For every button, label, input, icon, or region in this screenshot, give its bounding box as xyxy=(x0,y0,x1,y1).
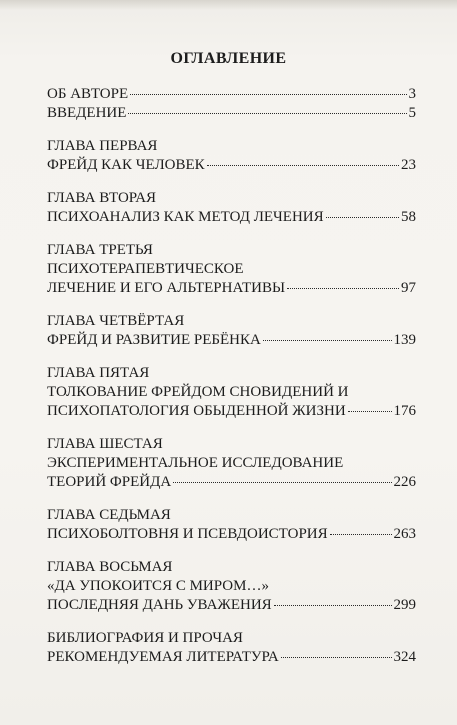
page-number: 5 xyxy=(408,105,416,121)
dot-leader xyxy=(128,113,406,114)
toc-line xyxy=(47,558,416,577)
toc-entry[interactable] xyxy=(47,364,416,421)
page-number: 97 xyxy=(401,280,416,296)
dot-leader xyxy=(130,94,406,95)
dot-leader xyxy=(207,165,399,166)
toc-line-text: ТОЛКОВАНИЕ ФРЕЙДОМ СНОВИДЕНИЙ И xyxy=(47,384,349,400)
dot-leader xyxy=(274,605,392,606)
entry-spacer xyxy=(47,544,416,558)
toc-line-text: ГЛАВА ВТОРАЯ xyxy=(47,190,157,206)
dot-leader xyxy=(348,411,392,412)
dot-leader xyxy=(281,657,392,658)
toc-line-text: БИБЛИОГРАФИЯ И ПРОЧАЯ xyxy=(47,630,243,646)
toc-line xyxy=(47,189,416,208)
toc-line xyxy=(47,577,416,596)
toc-line xyxy=(47,137,416,156)
entry-spacer xyxy=(47,350,416,364)
toc-line-text: ФРЕЙД КАК ЧЕЛОВЕК xyxy=(47,157,205,173)
dot-leader xyxy=(330,534,392,535)
toc-line xyxy=(47,629,416,648)
page-number: 139 xyxy=(393,332,416,348)
page-number: 3 xyxy=(408,86,416,102)
toc-line xyxy=(47,312,416,331)
toc-line xyxy=(47,383,416,402)
toc-line-with-page xyxy=(47,331,416,350)
page-number: 324 xyxy=(393,649,416,665)
toc-line-text: ГЛАВА ЧЕТВЁРТАЯ xyxy=(47,313,185,329)
page-number: 263 xyxy=(393,526,416,542)
toc-line-text: ПСИХОПАТОЛОГИЯ ОБЫДЕННОЙ ЖИЗНИ xyxy=(47,403,346,419)
toc-line-text: ФРЕЙД И РАЗВИТИЕ РЕБЁНКА xyxy=(47,332,261,348)
toc-line-text: ЛЕЧЕНИЕ И ЕГО АЛЬТЕРНАТИВЫ xyxy=(47,280,286,296)
toc-entry[interactable] xyxy=(47,137,416,175)
toc-line xyxy=(47,260,416,279)
toc-line-with-page xyxy=(47,402,416,421)
toc-line-with-page xyxy=(47,104,416,123)
toc-line-text: ОБ АВТОРЕ xyxy=(47,86,129,102)
dot-leader xyxy=(326,217,399,218)
toc-line xyxy=(47,454,416,473)
toc-line xyxy=(47,364,416,383)
toc-entry[interactable] xyxy=(47,435,416,492)
page-number: 226 xyxy=(393,474,416,490)
toc-line-text: ПСИХОТЕРАПЕВТИЧЕСКОЕ xyxy=(47,261,244,277)
toc-line-text: ЭКСПЕРИМЕНТАЛЬНОЕ ИССЛЕДОВАНИЕ xyxy=(47,455,344,471)
page-number: 23 xyxy=(401,157,416,173)
toc-line-text: ПСИХОАНАЛИЗ КАК МЕТОД ЛЕЧЕНИЯ xyxy=(47,209,324,225)
table-of-contents xyxy=(47,85,416,667)
dot-leader xyxy=(173,482,391,483)
page-number: 176 xyxy=(393,403,416,419)
toc-line-with-page xyxy=(47,473,416,492)
toc-entry[interactable] xyxy=(47,506,416,544)
entry-spacer xyxy=(47,492,416,506)
toc-line-text: «ДА УПОКОИТСЯ С МИРОМ…» xyxy=(47,578,269,594)
dot-leader xyxy=(263,340,392,341)
toc-entry[interactable] xyxy=(47,189,416,227)
toc-line-text: ГЛАВА ПЕРВАЯ xyxy=(47,138,158,154)
toc-line-text: ГЛАВА ВОСЬМАЯ xyxy=(47,559,173,575)
toc-line xyxy=(47,506,416,525)
toc-line-text: ГЛАВА ШЕСТАЯ xyxy=(47,436,163,452)
page-top-edge xyxy=(0,0,457,10)
toc-line-with-page xyxy=(47,208,416,227)
toc-line-with-page xyxy=(47,156,416,175)
toc-entry[interactable] xyxy=(47,629,416,667)
entry-spacer xyxy=(47,175,416,189)
toc-entry[interactable] xyxy=(47,558,416,615)
toc-line-with-page xyxy=(47,648,416,667)
toc-line xyxy=(47,435,416,454)
toc-entry[interactable] xyxy=(47,85,416,104)
toc-line-text: ТЕОРИЙ ФРЕЙДА xyxy=(47,474,172,490)
toc-line-text: ВВЕДЕНИЕ xyxy=(47,105,127,121)
entry-spacer xyxy=(47,615,416,629)
toc-line-with-page xyxy=(47,279,416,298)
toc-entry[interactable] xyxy=(47,312,416,350)
toc-entry[interactable] xyxy=(47,104,416,123)
page-number: 58 xyxy=(401,209,416,225)
toc-line-with-page xyxy=(47,596,416,615)
entry-spacer xyxy=(47,123,416,137)
entry-spacer xyxy=(47,227,416,241)
toc-line-text: РЕКОМЕНДУЕМАЯ ЛИТЕРАТУРА xyxy=(47,649,279,665)
toc-line-text: ПОСЛЕДНЯЯ ДАНЬ УВАЖЕНИЯ xyxy=(47,597,272,613)
dot-leader xyxy=(287,288,399,289)
toc-line-with-page xyxy=(47,525,416,544)
page-number: 299 xyxy=(393,597,416,613)
toc-entry[interactable] xyxy=(47,241,416,298)
toc-heading: ОГЛАВЛЕНИЕ xyxy=(170,50,287,67)
toc-line-with-page xyxy=(47,85,416,104)
entry-spacer xyxy=(47,298,416,312)
entry-spacer xyxy=(47,421,416,435)
toc-line-text: ГЛАВА СЕДЬМАЯ xyxy=(47,507,171,523)
toc-line-text: ПСИХОБОЛТОВНЯ И ПСЕВДОИСТОРИЯ xyxy=(47,526,328,542)
toc-line-text: ГЛАВА ПЯТАЯ xyxy=(47,365,150,381)
toc-line-text: ГЛАВА ТРЕТЬЯ xyxy=(47,242,153,258)
toc-line xyxy=(47,241,416,260)
